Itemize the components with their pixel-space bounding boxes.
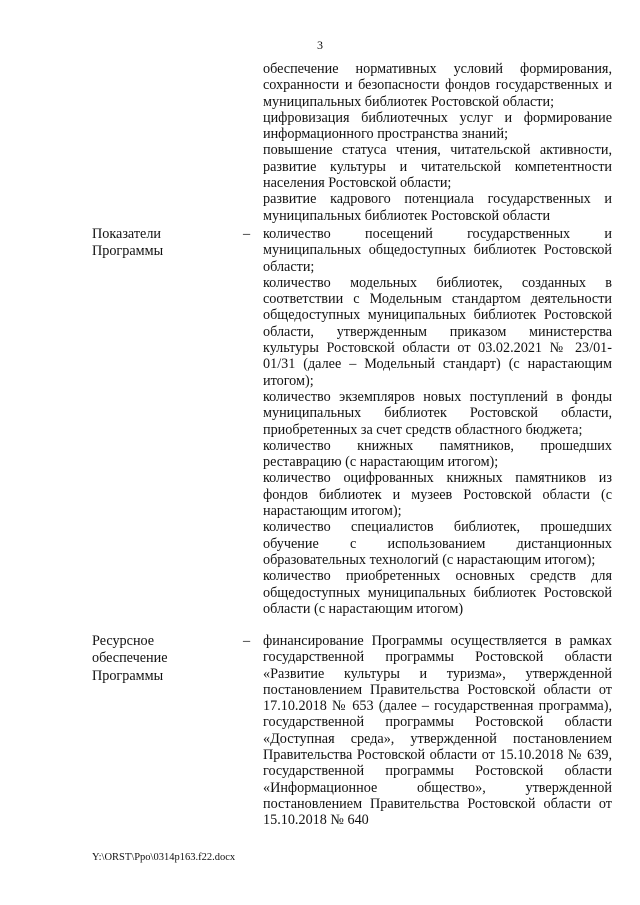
page-number: 3 (317, 38, 323, 52)
label-line: Показатели (92, 226, 162, 242)
label-line: Программы (92, 667, 164, 684)
indicators-content (263, 226, 612, 617)
resources-content (263, 633, 612, 829)
dash-separator: – (243, 226, 251, 242)
resource-item: финансирование Программы осуществляется в рамках государственной программы Ростовской области «Развитие культуры и туризма», утвержденной постановлением Правительства Ростовской области от 17.10.2018 № 653 (далее – государственная программа), государственной программы Ростовской области «Доступная среда», утвержденной постановлением Правительства Ростовской области от 15.10.2018 № 639, государственной программы Ростовской области «Информационное общество», утвержденной постановлением Правительства Ростовской области от 15.10.2018 № 640 (263, 633, 612, 829)
indicator-item: количество оцифрованных книжных памятников из фондов библиотек и музеев Ростовской области (с нарастающим итогом); (263, 470, 612, 520)
goals-content (263, 61, 612, 224)
resources-label (92, 633, 212, 685)
indicator-item: количество специалистов библиотек, прошедших обучение с использованием дистанционных образовательных технологий (с нарастающим итогом); (263, 519, 612, 568)
indicator-item: количество книжных памятников, прошедших реставрацию (с нарастающим итогом); (263, 437, 612, 471)
indicator-item: количество посещений государственных и муниципальных общедоступных библиотек Ростовской области; (263, 226, 612, 275)
goal-item: цифровизация библиотечных услуг и формирование информационного пространства знаний; (263, 109, 612, 143)
label-line: Программы (92, 243, 164, 260)
goal-item: развитие кадрового потенциала государственных и муниципальных библиотек Ростовской области (263, 191, 612, 224)
indicators-label (92, 226, 212, 261)
indicator-item: количество экземпляров новых поступлений в фонды муниципальных библиотек Ростовской области, приобретенных за счет средств областного бюджета; (263, 388, 612, 438)
indicator-item: количество приобретенных основных средств для общедоступных муниципальных библиотек Ростовской области (с нарастающим итогом) (263, 568, 612, 617)
file-path-footer: Y:\ORST\Ppo\0314p163.f22.docx (92, 852, 236, 863)
label-line: обеспечение (92, 650, 168, 667)
dash-separator: – (243, 633, 251, 649)
label-line: Ресурсное (92, 633, 155, 649)
indicator-item: количество модельных библиотек, созданных в соответствии с Модельным стандартом деятельности общедоступных муниципальных библиотек Ростовской области, утвержденным приказом министерства культуры Ростовской области от 03.02.2021 № 23/01-01/31 (далее – Модельный стандарт) (с нарастающим итогом); (263, 274, 612, 389)
goal-item: обеспечение нормативных условий формирования, сохранности и безопасности фондов государственных и муниципальных библиотек Ростовской области; (263, 61, 612, 110)
goal-item: повышение статуса чтения, читательской активности, развитие культуры и читательской компетентности населения Ростовской области; (263, 142, 612, 192)
